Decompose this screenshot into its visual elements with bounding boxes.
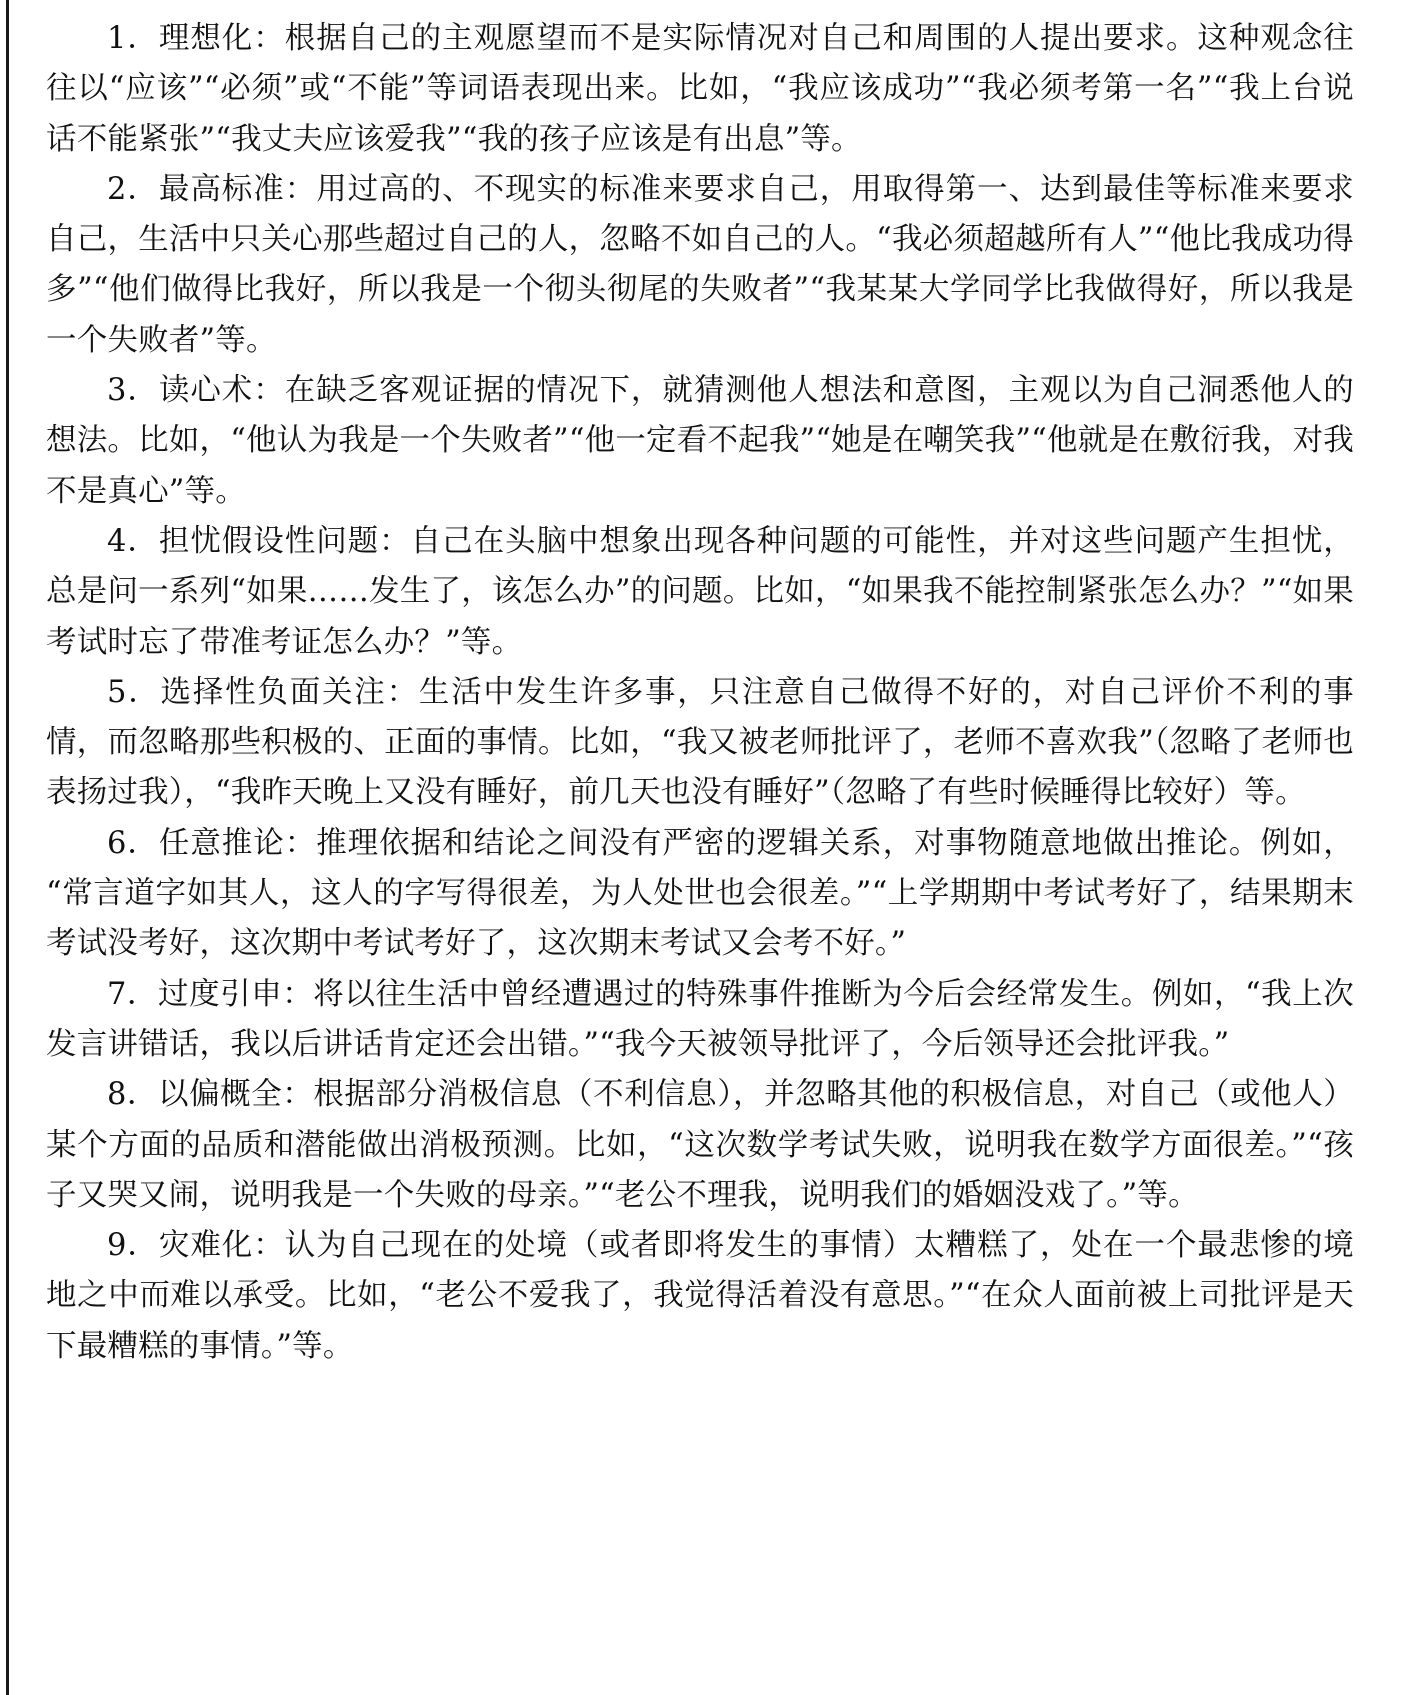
paragraph-item-4: 4．担忧假设性问题：自己在头脑中想象出现各种问题的可能性，并对这些问题产生担忧，总是问一系列“如果……发生了，该怎么办”的问题。比如，“如果我不能控制紧张怎么办？”“如果考试时忘了带准考证怎么办？”等。 xyxy=(46,523,1354,660)
paragraph-item-1: 1．理想化：根据自己的主观愿望而不是实际情况对自己和周围的人提出要求。这种观念往往以“应该”“必须”或“不能”等词语表现出来。比如，“我应该成功”“我必须考第一名”“我上台说话不能紧张”“我丈夫应该爱我”“我的孩子应该是有出息”等。 xyxy=(46,21,1354,157)
paragraph-item-2: 2．最高标准：用过高的、不现实的标准来要求自己，用取得第一、达到最佳等标准来要求自己，生活中只关心那些超过自己的人，忽略不如自己的人。“我必须超越所有人”“他比我成功得多”“他们做得比我好，所以我是一个彻头彻尾的失败者”“我某某大学同学比我做得好，所以我是一个失败者”等。 xyxy=(46,171,1354,358)
paragraph-item-3: 3．读心术：在缺乏客观证据的情况下，就猜测他人想法和意图，主观以为自己洞悉他人的想法。比如，“他认为我是一个失败者”“他一定看不起我”“她是在嘲笑我”“他就是在敷衍我，对我不是真心”等。 xyxy=(46,373,1354,509)
paragraph-item-9: 9．灾难化：认为自己现在的处境（或者即将发生的事情）太糟糕了，处在一个最悲惨的境地之中而难以承受。比如，“老公不爱我了，我觉得活着没有意思。”“在众人面前被上司批评是天下最糟糕的事情。”等。 xyxy=(46,1228,1354,1364)
paragraph-item-6: 6．任意推论：推理依据和结论之间没有严密的逻辑关系，对事物随意地做出推论。例如，“常言道字如其人，这人的字写得很差，为人处世也会很差。”“上学期期中考试考好了，结果期末考试没考好，这次期中考试考好了，这次期末考试又会考不好。” xyxy=(46,825,1354,962)
paragraph-item-8: 8．以偏概全：根据部分消极信息（不利信息），并忽略其他的积极信息，对自己（或他人）某个方面的品质和潜能做出消极预测。比如，“这次数学考试失败，说明我在数学方面很差。”“孩子又哭又闹，说明我是一个失败的母亲。”“老公不理我，说明我们的婚姻没戏了。”等。 xyxy=(46,1077,1354,1213)
page-left-rule xyxy=(6,0,9,1695)
paragraph-item-5: 5．选择性负面关注：生活中发生许多事，只注意自己做得不好的，对自己评价不利的事情，而忽略那些积极的、正面的事情。比如，“我又被老师批评了，老师不喜欢我”（忽略了老师也表扬过我），“我昨天晚上又没有睡好，前几天也没有睡好”（忽略了有些时候睡得比较好）等。 xyxy=(46,674,1354,811)
page-body-text xyxy=(20,8,1354,1372)
paragraph-item-7: 7．过度引申：将以往生活中曾经遭遇过的特殊事件推断为今后会经常发生。例如，“我上次发言讲错话，我以后讲话肯定还会出错。”“我今天被领导批评了，今后领导还会批评我。” xyxy=(46,976,1354,1062)
